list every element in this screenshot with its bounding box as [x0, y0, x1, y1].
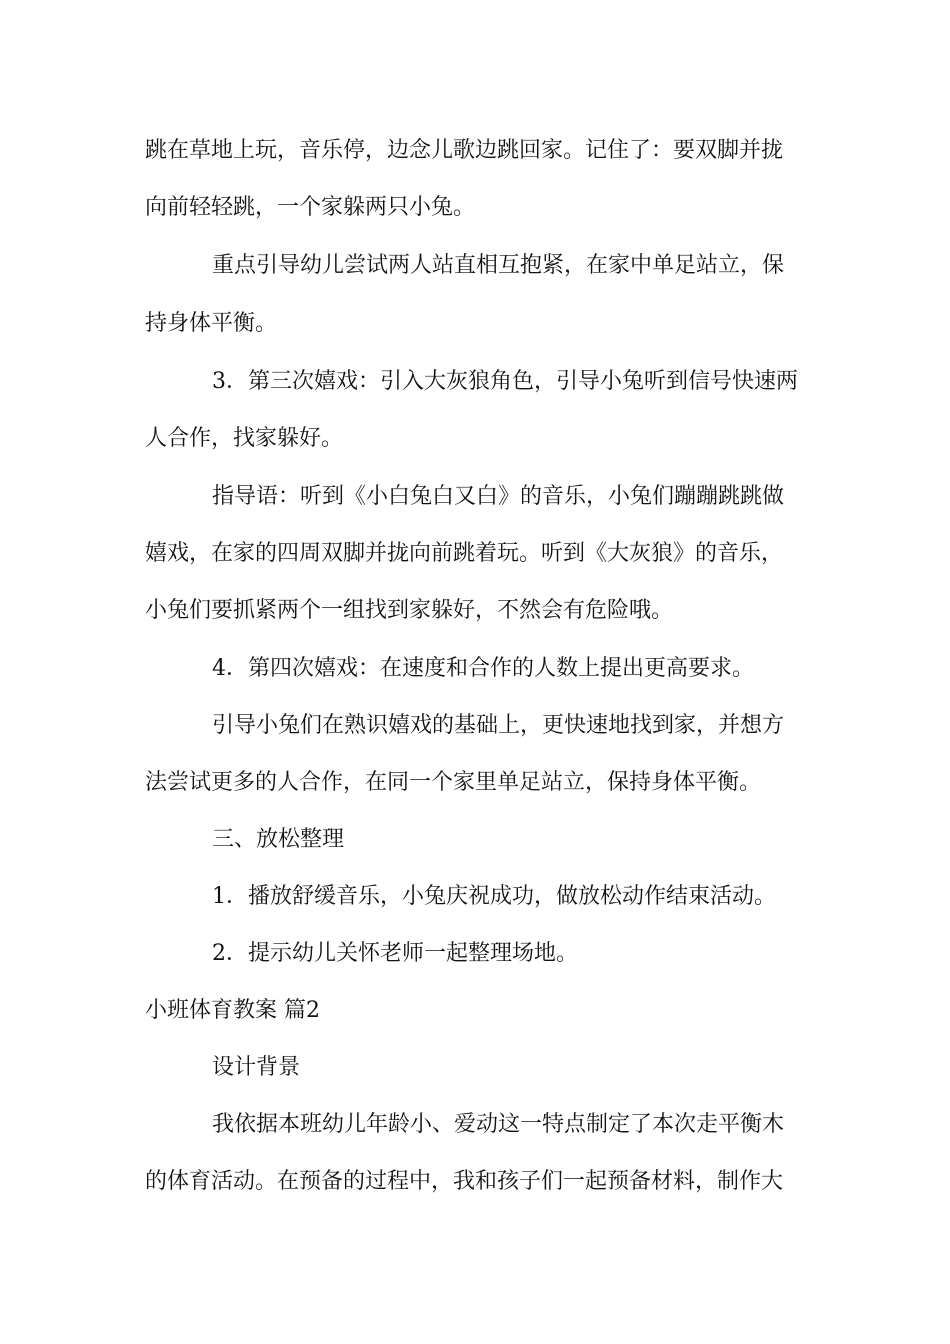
paragraph-line: 重点引导幼儿尝试两人站直相互抱紧，在家中单足站立，保: [212, 253, 785, 278]
document-heading: 小班体育教案 篇2: [145, 998, 320, 1023]
paragraph-line: 1．播放舒缓音乐，小兔庆祝成功，做放松动作结束活动。: [212, 884, 776, 909]
paragraph-line: 小兔们要抓紧两个一组找到家躲好，不然会有危险哦。: [145, 598, 674, 623]
paragraph-line: 3．第三次嬉戏：引入大灰狼角色，引导小兔听到信号快速两: [212, 369, 798, 394]
paragraph-line: 4．第四次嬉戏：在速度和合作的人数上提出更高要求。: [212, 656, 754, 681]
paragraph-line: 法尝试更多的人合作，在同一个家里单足站立，保持身体平衡。: [145, 770, 762, 795]
paragraph-line: 持身体平衡。: [145, 311, 278, 336]
paragraph-line: 向前轻轻跳，一个家躲两只小兔。: [145, 195, 476, 220]
section-heading: 三、放松整理: [212, 827, 345, 852]
paragraph-line: 引导小兔们在熟识嬉戏的基础上，更快速地找到家，并想方: [212, 713, 785, 738]
paragraph-line: 指导语：听到《小白兔白又白》的音乐，小兔们蹦蹦跳跳做: [212, 484, 785, 509]
paragraph-line: 2．提示幼儿关怀老师一起整理场地。: [212, 941, 578, 966]
paragraph-line: 我依据本班幼儿年龄小、爱动这一特点制定了本次走平衡木: [212, 1112, 785, 1137]
section-heading: 设计背景: [212, 1055, 301, 1080]
paragraph-line: 人合作，找家躲好。: [145, 426, 344, 451]
paragraph-line: 跳在草地上玩，音乐停，边念儿歌边跳回家。记住了：要双脚并拢: [145, 138, 784, 163]
paragraph-line: 的体育活动。在预备的过程中，我和孩子们一起预备材料，制作大: [145, 1169, 784, 1194]
paragraph-line: 嬉戏，在家的四周双脚并拢向前跳着玩。听到《大灰狼》的音乐，: [145, 541, 784, 566]
